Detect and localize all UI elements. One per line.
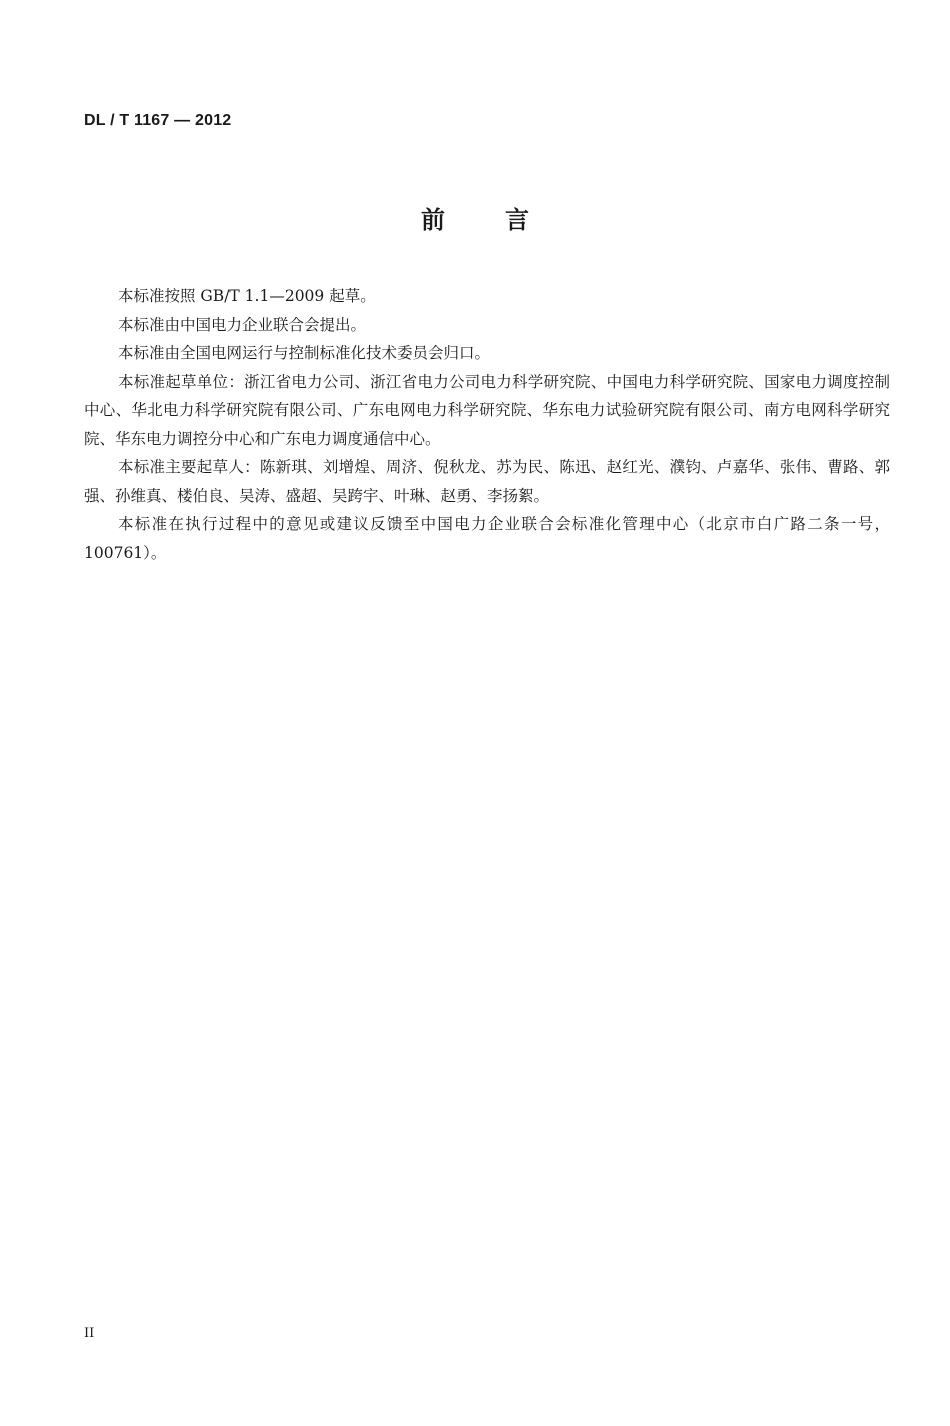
page-title-char-2: 言 [505,206,529,234]
paragraph-drafting-rule: 本标准按照 GB/T 1.1—2009 起草。 [118,287,376,305]
paragraph-feedback: 本标准在执行过程中的意见或建议反馈至中国电力企业联合会标准化管理中心（北京市白广路二条一号，100761）。 [84,515,890,562]
paragraph-proposer: 本标准由中国电力企业联合会提出。 [118,315,367,334]
paragraph-drafters: 本标准主要起草人：陈新琪、刘增煌、周济、倪秋龙、苏为民、陈迅、赵红光、濮钧、卢嘉华、张伟、曹路、郭强、孙维真、楼伯良、吴涛、盛超、吴跨宇、叶琳、赵勇、李扬絮。 [84,458,890,505]
paragraph-committee: 本标准由全国电网运行与控制标准化技术委员会归口。 [118,344,491,362]
paragraph-drafting-units: 本标准起草单位：浙江省电力公司、浙江省电力公司电力科学研究院、中国电力科学研究院、国家电力调度控制中心、华北电力科学研究院有限公司、广东电网电力科学研究院、华东电力试验研究院有限公司、南方电网科学研究院、华东电力调控分中心和广东电力调度通信中心。 [84,372,890,448]
page-number: II [84,1326,95,1341]
page-title-char-1: 前 [421,206,445,234]
document-code: DL / T 1167 — 2012 [84,112,232,129]
page-title [0,200,950,235]
foreword-body [84,282,890,567]
